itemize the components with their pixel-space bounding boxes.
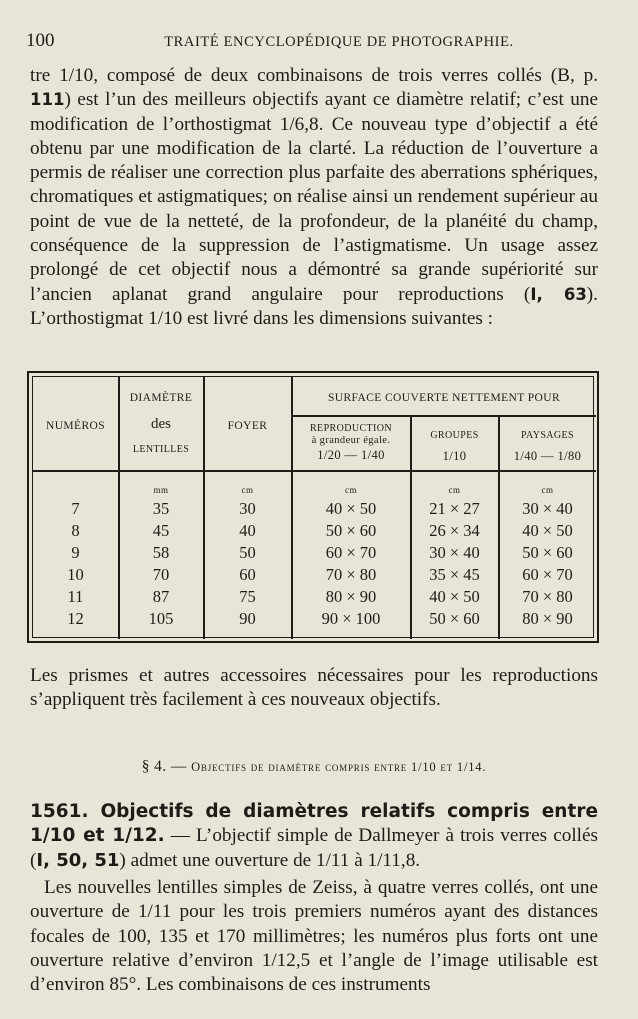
bold-reference: I, 63 bbox=[530, 284, 587, 304]
cell-numero: 8 bbox=[71, 521, 80, 540]
cell-paysages: 30 × 40 bbox=[522, 499, 573, 518]
page-number: 100 bbox=[26, 30, 55, 51]
paragraph-orthostigmat bbox=[30, 64, 598, 331]
unit-groupes: cm bbox=[448, 485, 461, 495]
header-reproduction bbox=[292, 423, 410, 461]
cell-reproduction: 80 × 90 bbox=[325, 587, 377, 606]
paragraph-1561 bbox=[30, 800, 598, 873]
cell-numero: 12 bbox=[67, 609, 84, 628]
cell-diametre: 87 bbox=[152, 587, 170, 606]
cell-paysages: 60 × 70 bbox=[522, 565, 573, 584]
paragraph-zeiss: Les nouvelles lentilles simples de Zeiss, à quatre verres collés, ont une ouverture de 1/11 pour les trois premiers numéros ayant des distances focales de 100, 135 et 170 millimètres; les numéros plus forts ont une ouverture relative d’environ 1/12,5 et l’angle de l’image utilisable est d’environ 85°. Les combinaisons de ces instruments bbox=[30, 877, 598, 996]
unit-repro: cm bbox=[345, 485, 357, 495]
cell-reproduction: 70 × 80 bbox=[325, 565, 377, 584]
unit-foyer: cm bbox=[241, 485, 254, 495]
header-diametre: DIAMÈTRE bbox=[129, 392, 193, 404]
cell-foyer: 50 bbox=[239, 543, 256, 562]
cell-reproduction: 90 × 100 bbox=[321, 609, 381, 628]
cell-groupes: 21 × 27 bbox=[429, 499, 480, 518]
running-title: TRAITÉ ENCYCLOPÉDIQUE DE PHOTOGRAPHIE. bbox=[164, 34, 514, 50]
unit-diametre: mm bbox=[153, 485, 169, 495]
paragraph-text: ). L’orthostigmat 1/10 est livré dans les dimensions suivantes : bbox=[30, 283, 598, 329]
cell-diametre: 45 bbox=[152, 521, 170, 540]
cell-diametre: 105 bbox=[148, 609, 174, 628]
section-heading bbox=[30, 758, 598, 776]
cell-paysages: 70 × 80 bbox=[522, 587, 573, 606]
section-title: Objectifs de diamètre compris entre 1/10 et 1/14. bbox=[191, 760, 487, 774]
cell-paysages: 50 × 60 bbox=[522, 543, 573, 562]
cell-diametre: 35 bbox=[152, 499, 170, 518]
cell-numero: 11 bbox=[67, 587, 84, 606]
bold-reference: I, 50, 51 bbox=[36, 849, 120, 871]
paragraph-text: ) est l’un des meilleurs objectifs ayant ce diamètre relatif; c’est une modification de l’orthostigmat 1/6,8. Ce nouveau type d’objectif a été obtenu par une modification de la clarté. La réduction de l’ouverture a permis de réaliser une correction plus parfaite des aberrations sphériques, chromatiques et astigmatiques; on réalise ainsi un rendement supérieur au point de vue de la netteté, de la profondeur, de la planéité du champ, conséquence de la suppression de l’astigmatisme. Un usage assez prolongé de cet objectif nous a démontré sa grande supériorité sur l’ancien aplanat grand angulaire pour reproductions ( bbox=[30, 89, 598, 305]
paragraph-text: ) admet une ouverture de 1/11 à 1/11,8. bbox=[119, 849, 421, 871]
paragraph-text: — L’objectif simple de Dallmeyer à trois verres collés ( bbox=[30, 825, 598, 871]
header-lentilles: LENTILLES bbox=[132, 444, 190, 455]
article-heading: 1561. Objectifs de diamètres relatifs compris entre 1/10 et 1/12. bbox=[30, 801, 598, 847]
header-groupes-ratio: 1/10 bbox=[442, 449, 467, 463]
cell-diametre: 70 bbox=[152, 565, 170, 584]
header-paysages: PAYSAGES bbox=[520, 430, 575, 441]
unit-paysages: cm bbox=[541, 485, 554, 495]
cell-foyer: 30 bbox=[239, 499, 256, 518]
table-frame bbox=[32, 376, 594, 638]
cell-groupes: 40 × 50 bbox=[429, 587, 480, 606]
bold-reference: 111 bbox=[30, 90, 65, 110]
header-des: des bbox=[151, 416, 171, 432]
paragraph-text: tre 1/10, composé de deux combinaisons de trois verres collés (B, p. bbox=[30, 65, 598, 86]
cell-foyer: 60 bbox=[239, 565, 256, 584]
cell-paysages: 80 × 90 bbox=[522, 609, 573, 628]
cell-foyer: 90 bbox=[239, 609, 256, 628]
dimensions-table bbox=[27, 371, 599, 643]
header-surface: SURFACE COUVERTE NETTEMENT POUR bbox=[327, 392, 561, 404]
section-number: § 4. — bbox=[141, 758, 192, 775]
cell-numero: 7 bbox=[71, 499, 80, 518]
header-groupes: GROUPES bbox=[430, 430, 479, 441]
cell-numero: 9 bbox=[71, 543, 80, 562]
cell-diametre: 58 bbox=[152, 543, 170, 562]
cell-reproduction: 60 × 70 bbox=[325, 543, 377, 562]
cell-reproduction: 40 × 50 bbox=[325, 499, 377, 518]
header-reproduction-line2: à grandeur égale. bbox=[311, 435, 391, 446]
header-foyer: FOYER bbox=[227, 420, 268, 432]
header-paysages-ratio: 1/40 — 1/80 bbox=[513, 449, 582, 463]
cell-foyer: 75 bbox=[239, 587, 256, 606]
cell-numero: 10 bbox=[67, 565, 84, 584]
table-rule bbox=[33, 470, 596, 472]
cell-reproduction: 50 × 60 bbox=[325, 521, 377, 540]
cell-foyer: 40 bbox=[239, 521, 256, 540]
header-reproduction-ratio: 1/20 — 1/40 bbox=[317, 448, 385, 462]
paragraph-prismes: Les prismes et autres accessoires nécessaires pour les reproductions s’appliquent très facilement à ces nouveaux objectifs. bbox=[30, 665, 598, 711]
cell-groupes: 30 × 40 bbox=[429, 543, 480, 562]
cell-paysages: 40 × 50 bbox=[522, 521, 573, 540]
cell-groupes: 35 × 45 bbox=[429, 565, 480, 584]
table-rule bbox=[291, 415, 596, 417]
page-header bbox=[26, 30, 612, 54]
cell-groupes: 50 × 60 bbox=[429, 609, 480, 628]
header-numeros: NUMÉROS bbox=[45, 420, 106, 432]
header-reproduction-line1: REPRODUCTION bbox=[309, 423, 393, 434]
cell-groupes: 26 × 34 bbox=[429, 521, 480, 540]
